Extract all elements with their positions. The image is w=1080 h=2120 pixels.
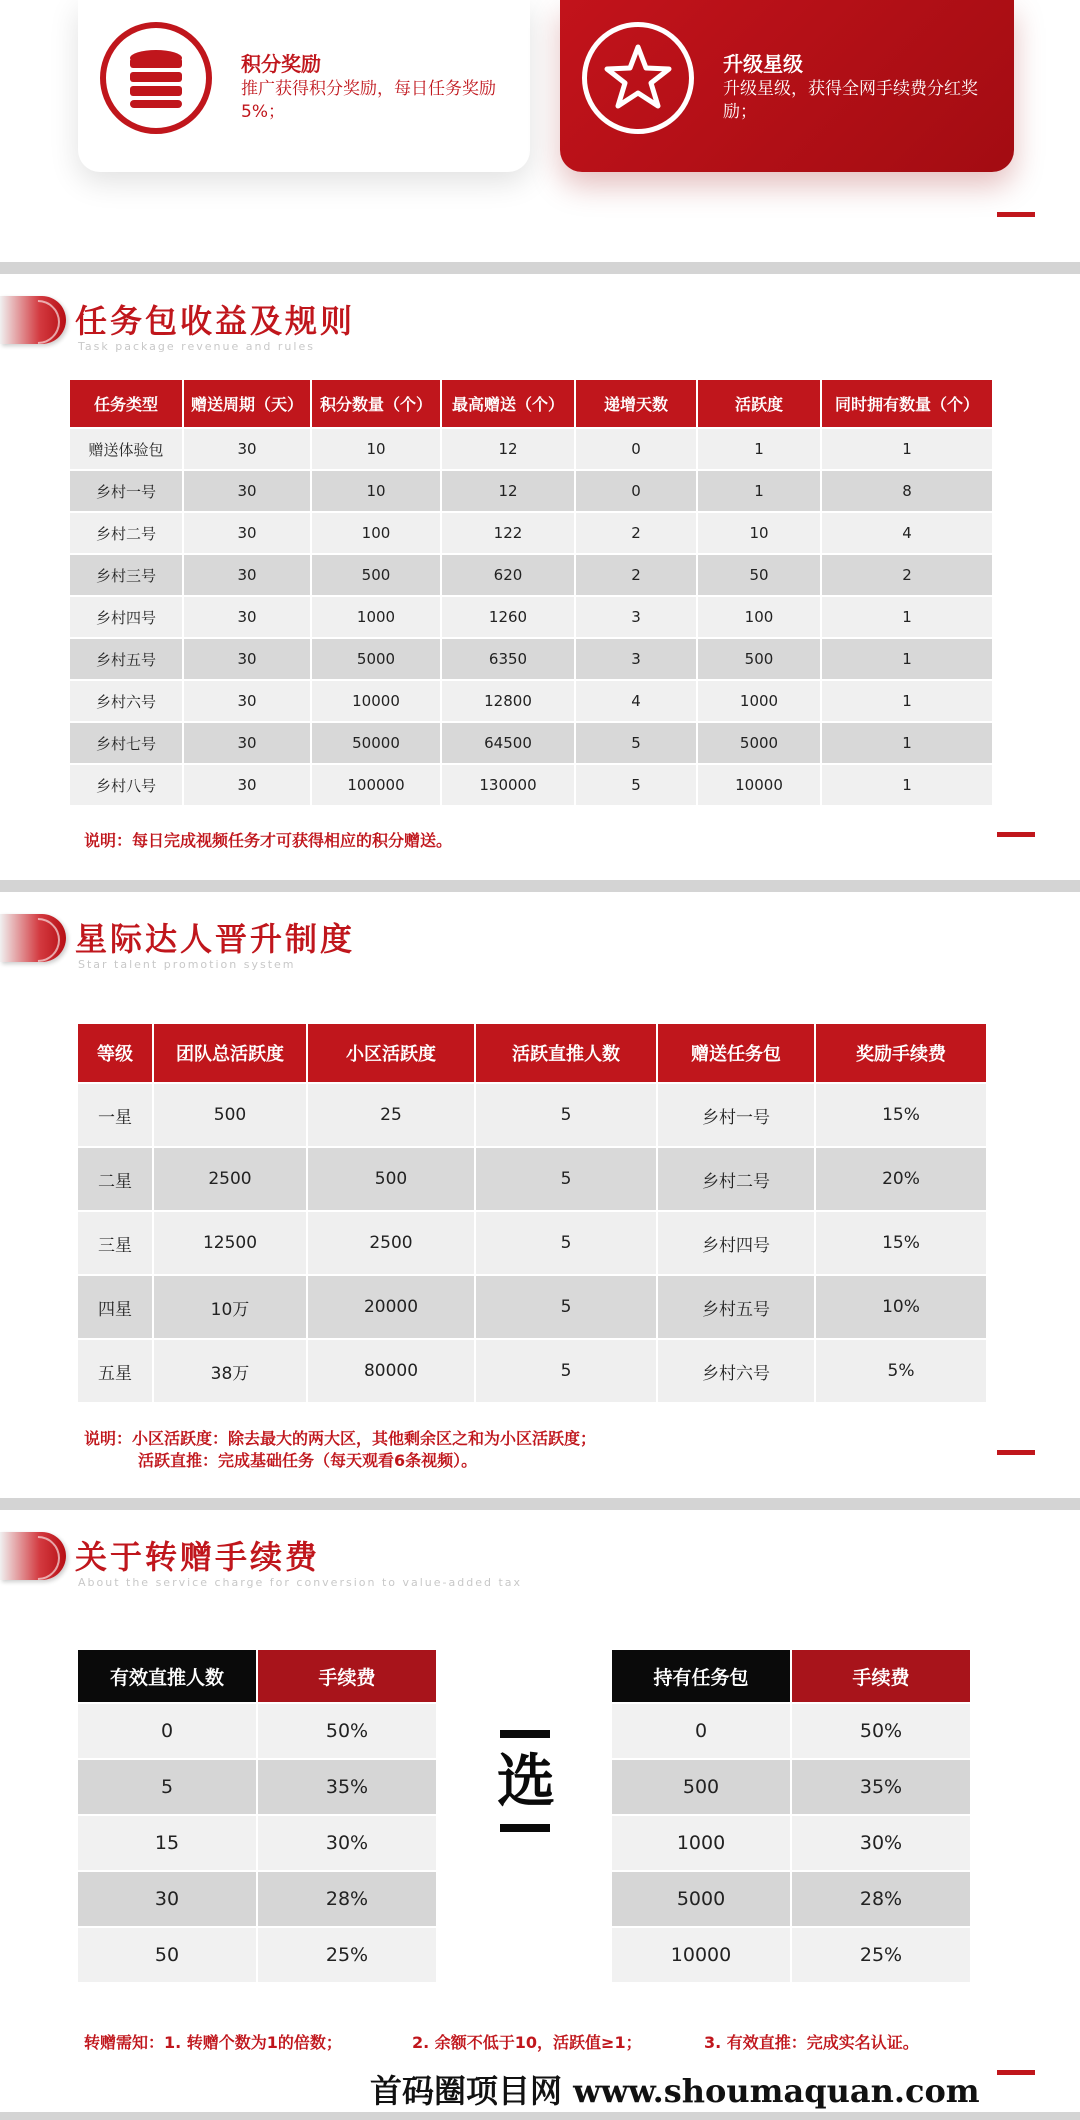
table-cell: 28% — [792, 1872, 970, 1926]
table-cell: 10 — [312, 471, 440, 511]
table-cell: 10万 — [154, 1276, 306, 1338]
table-cell: 5 — [476, 1276, 656, 1338]
table-row — [612, 1704, 970, 1758]
table-cell: 500 — [154, 1084, 306, 1146]
table-cell: 3 — [576, 639, 696, 679]
star-promotion-table — [76, 1022, 988, 1404]
table-cell: 乡村三号 — [70, 555, 182, 595]
table-cell: 20000 — [308, 1276, 474, 1338]
table-cell: 1000 — [612, 1816, 790, 1870]
table-row — [78, 1816, 436, 1870]
table-cell: 1000 — [698, 681, 820, 721]
table-cell: 三星 — [78, 1212, 152, 1274]
table-cell: 5% — [816, 1340, 986, 1402]
table-cell: 乡村六号 — [70, 681, 182, 721]
table-cell: 25% — [792, 1928, 970, 1982]
table-header-cell: 任务类型 — [70, 380, 182, 427]
table-cell: 50 — [698, 555, 820, 595]
table-cell: 15% — [816, 1084, 986, 1146]
table-header-cell: 持有任务包 — [612, 1650, 790, 1702]
table-cell: 1 — [822, 639, 992, 679]
coin-stack-icon — [100, 22, 212, 134]
table-cell: 2 — [576, 513, 696, 553]
table-cell: 10000 — [698, 765, 820, 805]
table-cell: 乡村八号 — [70, 765, 182, 805]
table-cell: 5 — [78, 1760, 256, 1814]
table-header-cell: 团队总活跃度 — [154, 1024, 306, 1082]
table-cell: 乡村六号 — [658, 1340, 814, 1402]
table-cell: 30 — [184, 471, 310, 511]
table-cell: 四星 — [78, 1276, 152, 1338]
table-cell: 5 — [476, 1212, 656, 1274]
table-cell: 12 — [442, 429, 574, 469]
red-dash-decoration — [997, 2070, 1035, 2075]
table-header-cell: 活跃直推人数 — [476, 1024, 656, 1082]
table-row — [70, 513, 992, 553]
table-cell: 100 — [698, 597, 820, 637]
table-cell: 12800 — [442, 681, 574, 721]
table-cell: 500 — [612, 1760, 790, 1814]
section1-subtitle: Task package revenue and rules — [78, 340, 315, 353]
table-row — [78, 1872, 436, 1926]
table-row — [70, 555, 992, 595]
table-row — [612, 1872, 970, 1926]
task-package-table — [68, 378, 994, 807]
table-cell: 4 — [822, 513, 992, 553]
table-cell: 50% — [792, 1704, 970, 1758]
table-cell: 30 — [184, 639, 310, 679]
table-cell: 5000 — [312, 639, 440, 679]
table-row — [78, 1704, 436, 1758]
table-cell: 30 — [184, 429, 310, 469]
red-dash-decoration — [997, 1450, 1035, 1455]
table-header-cell: 手续费 — [258, 1650, 436, 1702]
table-cell: 0 — [612, 1704, 790, 1758]
table-cell: 50 — [78, 1928, 256, 1982]
table-header-cell: 赠送周期（天） — [184, 380, 310, 427]
section1-title: 任务包收益及规则 — [75, 302, 356, 340]
table-cell: 0 — [576, 471, 696, 511]
points-reward-card — [78, 0, 530, 172]
section2-title: 星际达人晋升制度 — [75, 920, 356, 958]
section2-subtitle: Star talent promotion system — [78, 958, 296, 971]
section2-note-line1: 说明：小区活跃度：除去最大的两大区，其他剩余区之和为小区活跃度； — [84, 1429, 597, 1448]
table-row — [78, 1340, 986, 1402]
red-dash-decoration — [997, 832, 1035, 837]
transfer-note-1: 转赠需知：1. 转赠个数为1的倍数； — [84, 2033, 342, 2052]
table-cell: 1 — [822, 429, 992, 469]
table-cell: 1 — [698, 471, 820, 511]
points-reward-desc: 推广获得积分奖励，每日任务奖励5%； — [241, 79, 496, 122]
table-header-cell: 手续费 — [792, 1650, 970, 1702]
table-cell: 五星 — [78, 1340, 152, 1402]
table-cell: 38万 — [154, 1340, 306, 1402]
table-header-cell: 有效直推人数 — [78, 1650, 256, 1702]
table-cell: 乡村四号 — [70, 597, 182, 637]
table-cell: 130000 — [442, 765, 574, 805]
section3-subtitle: About the service charge for conversion to value-added tax — [78, 1576, 523, 1589]
table-cell: 8 — [822, 471, 992, 511]
table-cell: 1 — [822, 597, 992, 637]
table-cell: 赠送体验包 — [70, 429, 182, 469]
table-cell: 30% — [258, 1816, 436, 1870]
table-cell: 乡村五号 — [70, 639, 182, 679]
table-header-cell: 积分数量（个） — [312, 380, 440, 427]
table-cell: 35% — [258, 1760, 436, 1814]
table-cell: 10 — [312, 429, 440, 469]
table-row — [70, 639, 992, 679]
table-header-cell: 最高赠送（个） — [442, 380, 574, 427]
table-cell: 64500 — [442, 723, 574, 763]
table-row — [70, 429, 992, 469]
table-cell: 15 — [78, 1816, 256, 1870]
table-cell: 30 — [78, 1872, 256, 1926]
table-cell: 10000 — [312, 681, 440, 721]
section1-note: 说明：每日完成视频任务才可获得相应的积分赠送。 — [84, 831, 453, 850]
table-cell: 乡村七号 — [70, 723, 182, 763]
table-header-cell: 赠送任务包 — [658, 1024, 814, 1082]
table-cell: 30 — [184, 765, 310, 805]
table-cell: 乡村一号 — [70, 471, 182, 511]
table-cell: 一星 — [78, 1084, 152, 1146]
table-cell: 1 — [822, 723, 992, 763]
table-cell: 620 — [442, 555, 574, 595]
table-cell: 乡村五号 — [658, 1276, 814, 1338]
table-row — [78, 1148, 986, 1210]
table-cell: 100 — [312, 513, 440, 553]
table-row — [78, 1212, 986, 1274]
table-cell: 5000 — [612, 1872, 790, 1926]
section-tab-decoration — [0, 1532, 66, 1580]
section-tab-decoration — [0, 914, 66, 962]
star-upgrade-desc: 升级星级，获得全网手续费分红奖励； — [723, 79, 978, 122]
table-cell: 25% — [258, 1928, 436, 1982]
table-header-row — [78, 1024, 986, 1082]
table-cell: 30 — [184, 597, 310, 637]
section-separator — [0, 1498, 1080, 1510]
table-cell: 乡村二号 — [70, 513, 182, 553]
table-cell: 30% — [792, 1816, 970, 1870]
table-cell: 35% — [792, 1760, 970, 1814]
table-cell: 1 — [698, 429, 820, 469]
table-row — [70, 723, 992, 763]
table-row — [70, 597, 992, 637]
table-cell: 500 — [308, 1148, 474, 1210]
table-cell: 2500 — [154, 1148, 306, 1210]
table-cell: 3 — [576, 597, 696, 637]
table-cell: 10% — [816, 1276, 986, 1338]
table-header-row — [70, 380, 992, 427]
table-row — [612, 1816, 970, 1870]
table-cell: 30 — [184, 513, 310, 553]
table-cell: 0 — [576, 429, 696, 469]
table-cell: 5 — [576, 765, 696, 805]
star-upgrade-card — [560, 0, 1014, 172]
table-cell: 1 — [822, 765, 992, 805]
table-cell: 10000 — [612, 1928, 790, 1982]
table-header-cell: 递增天数 — [576, 380, 696, 427]
table-cell: 80000 — [308, 1340, 474, 1402]
table-cell: 15% — [816, 1212, 986, 1274]
table-header-cell: 奖励手续费 — [816, 1024, 986, 1082]
top-cards-area — [0, 0, 1080, 262]
table-cell: 6350 — [442, 639, 574, 679]
table-cell: 1260 — [442, 597, 574, 637]
table-cell: 50% — [258, 1704, 436, 1758]
table-cell: 122 — [442, 513, 574, 553]
red-dash-decoration — [997, 212, 1035, 217]
table-cell: 5 — [476, 1084, 656, 1146]
table-cell: 30 — [184, 681, 310, 721]
table-cell: 25 — [308, 1084, 474, 1146]
star-upgrade-title: 升级星级 — [723, 52, 803, 76]
task-package-fee-table — [610, 1648, 972, 1984]
transfer-note-3: 3. 有效直推：完成实名认证。 — [704, 2033, 919, 2052]
table-row — [612, 1928, 970, 1982]
table-row — [78, 1928, 436, 1982]
table-cell: 4 — [576, 681, 696, 721]
table-cell: 30 — [184, 555, 310, 595]
table-header-cell: 小区活跃度 — [308, 1024, 474, 1082]
table-cell: 2500 — [308, 1212, 474, 1274]
section-separator — [0, 262, 1080, 274]
section3-title: 关于转赠手续费 — [75, 1538, 321, 1576]
table-cell: 乡村二号 — [658, 1148, 814, 1210]
table-header-row — [612, 1650, 970, 1702]
points-reward-title: 积分奖励 — [241, 52, 321, 76]
table-cell: 100000 — [312, 765, 440, 805]
table-cell: 乡村一号 — [658, 1084, 814, 1146]
table-row — [78, 1084, 986, 1146]
table-cell: 500 — [312, 555, 440, 595]
table-cell: 0 — [78, 1704, 256, 1758]
table-cell: 20% — [816, 1148, 986, 1210]
table-cell: 1 — [822, 681, 992, 721]
table-cell: 2 — [576, 555, 696, 595]
table-cell: 30 — [184, 723, 310, 763]
choose-one-label — [497, 1730, 556, 1832]
table-header-row — [78, 1650, 436, 1702]
table-cell: 500 — [698, 639, 820, 679]
star-icon — [582, 22, 694, 134]
table-row — [70, 471, 992, 511]
table-row — [78, 1276, 986, 1338]
table-cell: 5000 — [698, 723, 820, 763]
choice-char: 选 — [497, 1747, 556, 1815]
choice-bar-bottom — [500, 1824, 550, 1832]
section-separator — [0, 880, 1080, 892]
table-header-cell: 活跃度 — [698, 380, 820, 427]
choice-bar-top — [500, 1730, 550, 1738]
table-header-cell: 等级 — [78, 1024, 152, 1082]
table-cell: 5 — [476, 1148, 656, 1210]
table-cell: 二星 — [78, 1148, 152, 1210]
table-cell: 5 — [576, 723, 696, 763]
table-header-cell: 同时拥有数量（个） — [822, 380, 992, 427]
table-row — [78, 1760, 436, 1814]
table-cell: 乡村四号 — [658, 1212, 814, 1274]
direct-referral-fee-table — [76, 1648, 438, 1984]
section2-note-line2: 活跃直推：完成基础任务（每天观看6条视频）。 — [138, 1451, 478, 1470]
table-cell: 2 — [822, 555, 992, 595]
table-cell: 12 — [442, 471, 574, 511]
table-cell: 50000 — [312, 723, 440, 763]
table-cell: 12500 — [154, 1212, 306, 1274]
bottom-bar — [0, 2112, 1080, 2120]
table-cell: 1000 — [312, 597, 440, 637]
table-row — [612, 1760, 970, 1814]
table-cell: 5 — [476, 1340, 656, 1402]
table-cell: 10 — [698, 513, 820, 553]
table-cell: 28% — [258, 1872, 436, 1926]
table-row — [70, 765, 992, 805]
transfer-note-2: 2. 余额不低于10，活跃值≥1； — [412, 2033, 642, 2052]
section-tab-decoration — [0, 296, 66, 344]
watermark-text: 首码圈项目网 www.shoumaquan.com — [370, 2072, 980, 2110]
table-row — [70, 681, 992, 721]
